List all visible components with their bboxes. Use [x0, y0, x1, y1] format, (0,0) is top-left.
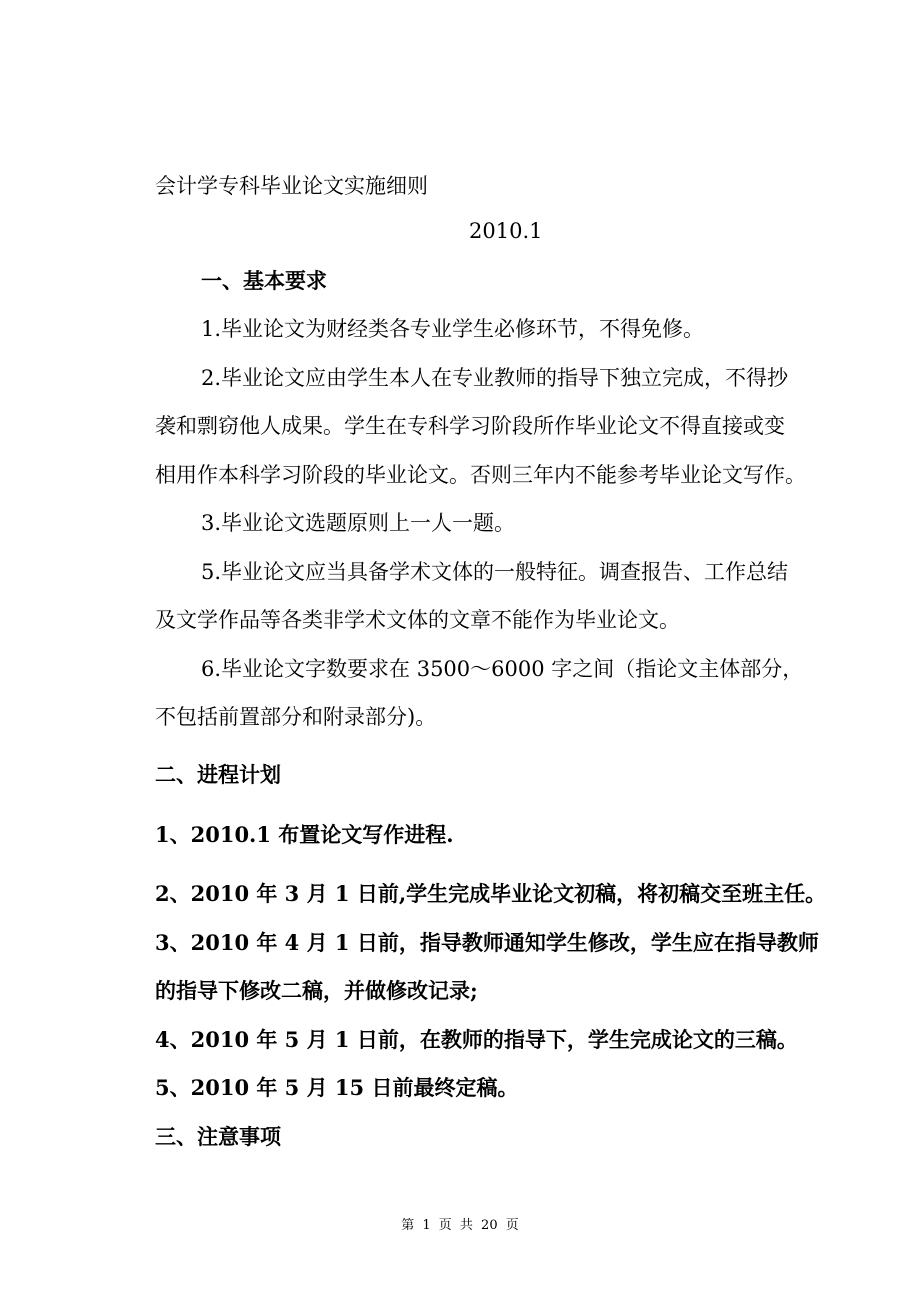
schedule-step-2: 2、2010 年 3 月 1 日前,学生完成毕业论文初稿，将初稿交至班主任。: [155, 881, 827, 906]
page-number-footer: 第 1 页 共 20 页: [401, 1218, 519, 1233]
requirement-item-5-line-2: 及文学作品等各类非学术文体的文章不能作为毕业论文。: [155, 608, 680, 632]
section-heading-notes: 三、注意事项: [155, 1124, 281, 1149]
requirement-item-2-line-2: 袭和剽窃他人成果。学生在专科学习阶段所作毕业论文不得直接或变: [155, 414, 785, 438]
schedule-step-4: 4、2010 年 5 月 1 日前，在教师的指导下，学生完成论文的三稿。: [155, 1027, 798, 1052]
schedule-step-3-line-2: 的指导下修改二稿，并做修改记录;: [155, 978, 478, 1003]
requirement-item-6-line-1: 6.毕业论文字数要求在 3500～6000 字之间（指论文主体部分，: [201, 657, 804, 681]
requirement-item-5-line-1: 5.毕业论文应当具备学术文体的一般特征。调查报告、工作总结: [201, 560, 789, 584]
section-heading-schedule: 二、进程计划: [155, 762, 281, 787]
requirement-item-3: 3.毕业论文选题原则上一人一题。: [201, 511, 516, 535]
requirement-item-2-line-3: 相用作本科学习阶段的毕业论文。否则三年内不能参考毕业论文写作。: [155, 463, 806, 487]
schedule-step-3-line-1: 3、2010 年 4 月 1 日前，指导教师通知学生修改，学生应在指导教师: [155, 930, 819, 955]
requirement-item-6-line-2: 不包括前置部分和附录部分)。: [155, 705, 437, 729]
schedule-step-5: 5、2010 年 5 月 15 日前最终定稿。: [155, 1075, 519, 1100]
section-heading-basic-requirements: 一、基本要求: [201, 268, 327, 293]
document-date: 2010.1: [469, 219, 543, 243]
requirement-item-1: 1.毕业论文为财经类各专业学生必修环节，不得免修。: [201, 317, 705, 341]
document-title: 会计学专科毕业论文实施细则: [155, 174, 428, 198]
schedule-step-1: 1、2010.1 布置论文写作进程.: [155, 822, 454, 847]
requirement-item-2-line-1: 2.毕业论文应由学生本人在专业教师的指导下独立完成，不得抄: [201, 366, 789, 390]
